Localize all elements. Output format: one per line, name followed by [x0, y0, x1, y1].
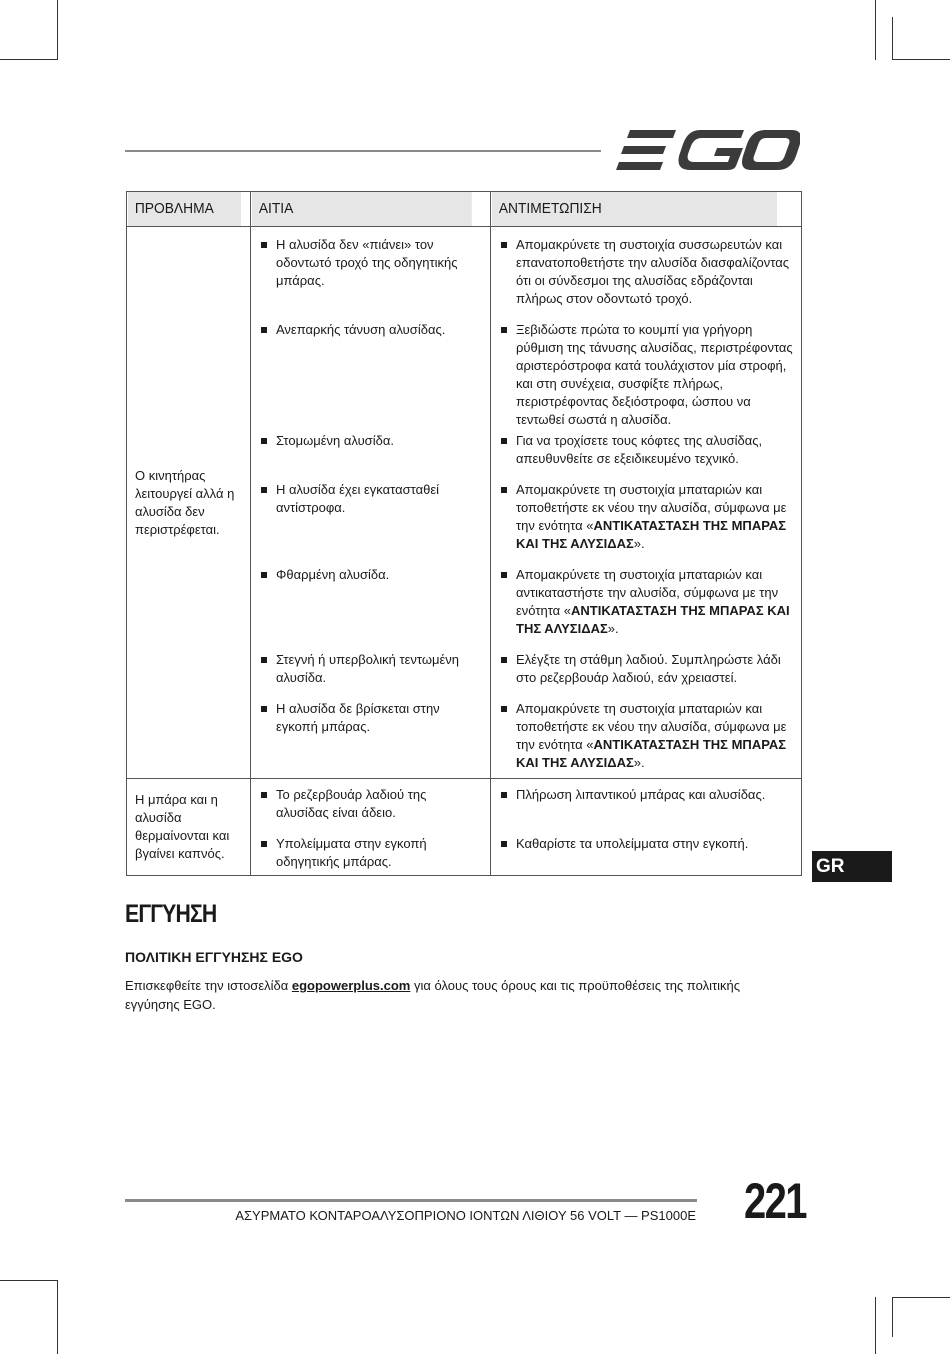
warranty-paragraph: [125, 976, 785, 1014]
solution-item: Ελέγξτε τη στάθμη λαδιού. Συμπληρώστε λάδι στο ρεζερβουάρ λαδιού, εάν χρειαστεί.: [491, 651, 801, 685]
crop-mark: [875, 1297, 876, 1354]
warranty-text-after: για όλους τους όρους και τις προϋποθέσεις της πολιτικής εγγύησης EGO.: [125, 978, 740, 1012]
bullet-icon: [501, 327, 507, 333]
cause-item: Φθαρμένη αλυσίδα.: [251, 566, 490, 636]
bullet-icon: [261, 706, 267, 712]
troubleshooting-table: [126, 191, 802, 876]
bullet-icon: [501, 657, 507, 663]
column-header-solution: ΑΝΤΙΜΕΤΩΠΙΣΗ: [491, 192, 777, 227]
crop-mark: [892, 17, 893, 60]
cause-item: Το ρεζερβουάρ λαδιού της αλυσίδας είναι άδειο.: [251, 786, 490, 820]
cause-item: Η αλυσίδα δεν «πιάνει» τον οδοντωτό τροχό της οδηγητικής μπάρας.: [251, 236, 490, 306]
bullet-icon: [501, 487, 507, 493]
header-rule: [125, 150, 601, 152]
crop-mark: [892, 59, 950, 60]
crop-mark: [57, 0, 58, 60]
cause-item: Η αλυσίδα έχει εγκατασταθεί αντίστροφα.: [251, 481, 490, 551]
bullet-icon: [501, 242, 507, 248]
language-tab: GR: [812, 851, 892, 882]
table-row: [127, 227, 802, 779]
bullet-icon: [261, 657, 267, 663]
solution-item: Ξεβιδώστε πρώτα το κουμπί για γρήγορη ρύθμιση της τάνυσης αλυσίδας, περιστρέφοντας αριστερόστροφα κατά τουλάχιστον μία στροφή, και στη συνέχεια, συσφίξτε πλήρως, περιστρέφοντας δεξιόστροφα, ώσπου να τεντωθεί σωστά η αλυσίδα.: [491, 321, 801, 417]
bullet-icon: [261, 487, 267, 493]
cause-cell: [251, 227, 491, 779]
solution-item: Απομακρύνετε τη συστοιχία μπαταριών και τοποθετήστε εκ νέου την αλυσίδα, σύμφωνα με την ενότητα «ΑΝΤΙΚΑΤΑΣΤΑΣΗ ΤΗΣ ΜΠΑΡΑΣ ΚΑΙ ΤΗΣ ΑΛΥΣΙΔΑΣ».: [491, 481, 801, 551]
table-row: [127, 779, 802, 876]
crop-mark: [0, 59, 58, 60]
footer-product-title: ΑΣΥΡΜΑΤΟ ΚΟΝΤΑΡΟΑΛΥΣΟΠΡΙΟΝΟ ΙΟΝΤΩΝ ΛΙΘΙΟΥ 56 VOLT — PS1000E: [235, 1208, 696, 1223]
bullet-icon: [501, 841, 507, 847]
bullet-icon: [261, 327, 267, 333]
crop-mark: [57, 1280, 58, 1354]
bullet-icon: [501, 438, 507, 444]
section-title: ΕΓΓΥΗΣΗ: [125, 900, 217, 928]
bullet-icon: [501, 572, 507, 578]
bullet-icon: [501, 792, 507, 798]
solution-cell: [491, 779, 802, 876]
solution-item: Για να τροχίσετε τους κόφτες της αλυσίδας, απευθυνθείτε σε εξειδικευμένο τεχνικό.: [491, 432, 801, 466]
problem-cell: Η μπάρα και η αλυσίδα θερμαίνονται και βγαίνει καπνός.: [127, 779, 251, 876]
page-number: 221: [744, 1173, 806, 1229]
column-header-problem: ΠΡΟΒΛΗΜΑ: [127, 192, 241, 227]
cause-item: Ανεπαρκής τάνυση αλυσίδας.: [251, 321, 490, 417]
table-header-row: [127, 192, 802, 227]
cause-item: Η αλυσίδα δε βρίσκεται στην εγκοπή μπάρας.: [251, 700, 490, 770]
crop-mark: [892, 1297, 950, 1298]
cause-item: Στομωμένη αλυσίδα.: [251, 432, 490, 466]
crop-mark: [0, 1280, 58, 1281]
bullet-icon: [261, 572, 267, 578]
section-subtitle: ΠΟΛΙΤΙΚΗ ΕΓΓΥΗΣΗΣ EGO: [125, 949, 303, 965]
crop-mark: [892, 1297, 893, 1337]
bullet-icon: [261, 841, 267, 847]
solution-item: Απομακρύνετε τη συστοιχία μπαταριών και αντικαταστήστε την αλυσίδα, σύμφωνα με την ενότητα «ΑΝΤΙΚΑΤΑΣΤΑΣΗ ΤΗΣ ΜΠΑΡΑΣ ΚΑΙ ΤΗΣ ΑΛΥΣΙΔΑΣ».: [491, 566, 801, 636]
solution-item: Καθαρίστε τα υπολείμματα στην εγκοπή.: [491, 835, 801, 869]
solution-item: Πλήρωση λιπαντικού μπάρας και αλυσίδας.: [491, 786, 801, 820]
warranty-link[interactable]: egopowerplus.com: [291, 978, 411, 993]
bullet-icon: [501, 706, 507, 712]
bullet-icon: [261, 242, 267, 248]
warranty-text-before: Επισκεφθείτε την ιστοσελίδα: [125, 978, 292, 993]
crop-mark: [875, 0, 876, 60]
footer-rule: [125, 1199, 697, 1202]
solution-item: Απομακρύνετε τη συστοιχία μπαταριών και τοποθετήστε εκ νέου την αλυσίδα, σύμφωνα με την ενότητα «ΑΝΤΙΚΑΤΑΣΤΑΣΗ ΤΗΣ ΜΠΑΡΑΣ ΚΑΙ ΤΗΣ ΑΛΥΣΙΔΑΣ».: [491, 700, 801, 770]
solution-item: Απομακρύνετε τη συστοιχία συσσωρευτών και επανατοποθετήστε την αλυσίδα διασφαλίζοντας ότι οι σύνδεσμοι της αλυσίδας εδράζονται πλήρως στον οδοντωτό τροχό.: [491, 236, 801, 306]
cause-item: Στεγνή ή υπερβολική τεντωμένη αλυσίδα.: [251, 651, 490, 685]
problem-cell: Ο κινητήρας λειτουργεί αλλά η αλυσίδα δεν περιστρέφεται.: [127, 227, 251, 779]
cause-cell: [251, 779, 491, 876]
solution-cell: [491, 227, 802, 779]
ego-logo: [616, 128, 800, 172]
column-header-cause: ΑΙΤΙΑ: [251, 192, 472, 227]
bullet-icon: [261, 792, 267, 798]
cause-item: Υπολείμματα στην εγκοπή οδηγητικής μπάρας.: [251, 835, 490, 869]
bullet-icon: [261, 438, 267, 444]
